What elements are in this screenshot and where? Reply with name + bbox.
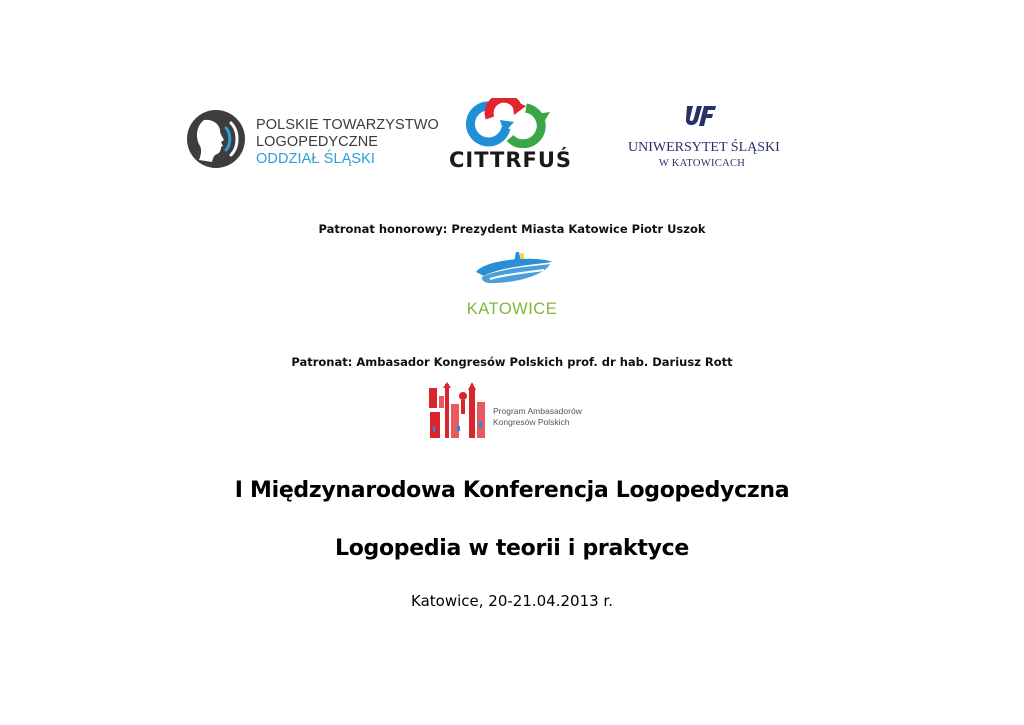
us-monogram-icon xyxy=(683,104,717,128)
speaking-head-icon xyxy=(186,108,246,170)
city-collage-icon xyxy=(427,382,487,440)
pto-logo xyxy=(186,108,439,174)
spodek-arena-icon xyxy=(472,250,554,290)
ambassadors-line1: Program Ambasadorów xyxy=(493,406,582,416)
ambassadors-program-logo xyxy=(427,382,597,440)
honorary-patronage: Patronat honorowy: Prezydent Miasta Katowice Piotr Uszok xyxy=(318,222,706,236)
conference-subtitle: Logopedia w teorii i praktyce xyxy=(335,536,689,561)
university-city: W KATOWICACH xyxy=(658,158,746,169)
cittrfus-logo xyxy=(428,98,593,176)
conference-title: I Międzynarodowa Konferencja Logopedyczna xyxy=(234,478,790,503)
university-name: UNIWERSYTET ŚLĄSKI xyxy=(628,140,780,155)
place-and-date: Katowice, 20-21.04.2013 r. xyxy=(411,592,613,610)
pto-text xyxy=(256,117,439,168)
pto-line3: ODDZIAŁ ŚLĄSKI xyxy=(256,151,376,167)
ambassadors-line2: Kongresów Polskich xyxy=(493,417,570,427)
pto-line1: POLSKIE TOWARZYSTWO xyxy=(256,117,439,133)
katowice-wordmark: KATOWICE xyxy=(466,300,558,318)
pto-line2: LOGOPEDYCZNE xyxy=(256,134,379,150)
circular-arrows-icon xyxy=(460,98,552,148)
cittrfus-wordmark: CITTRFUŚ xyxy=(448,148,573,172)
ambassadors-program-text xyxy=(493,406,582,428)
ambassador-patronage: Patronat: Ambasador Kongresów Polskich prof. dr hab. Dariusz Rott xyxy=(291,355,733,369)
university-logo xyxy=(628,104,778,174)
katowice-logo xyxy=(462,250,562,322)
